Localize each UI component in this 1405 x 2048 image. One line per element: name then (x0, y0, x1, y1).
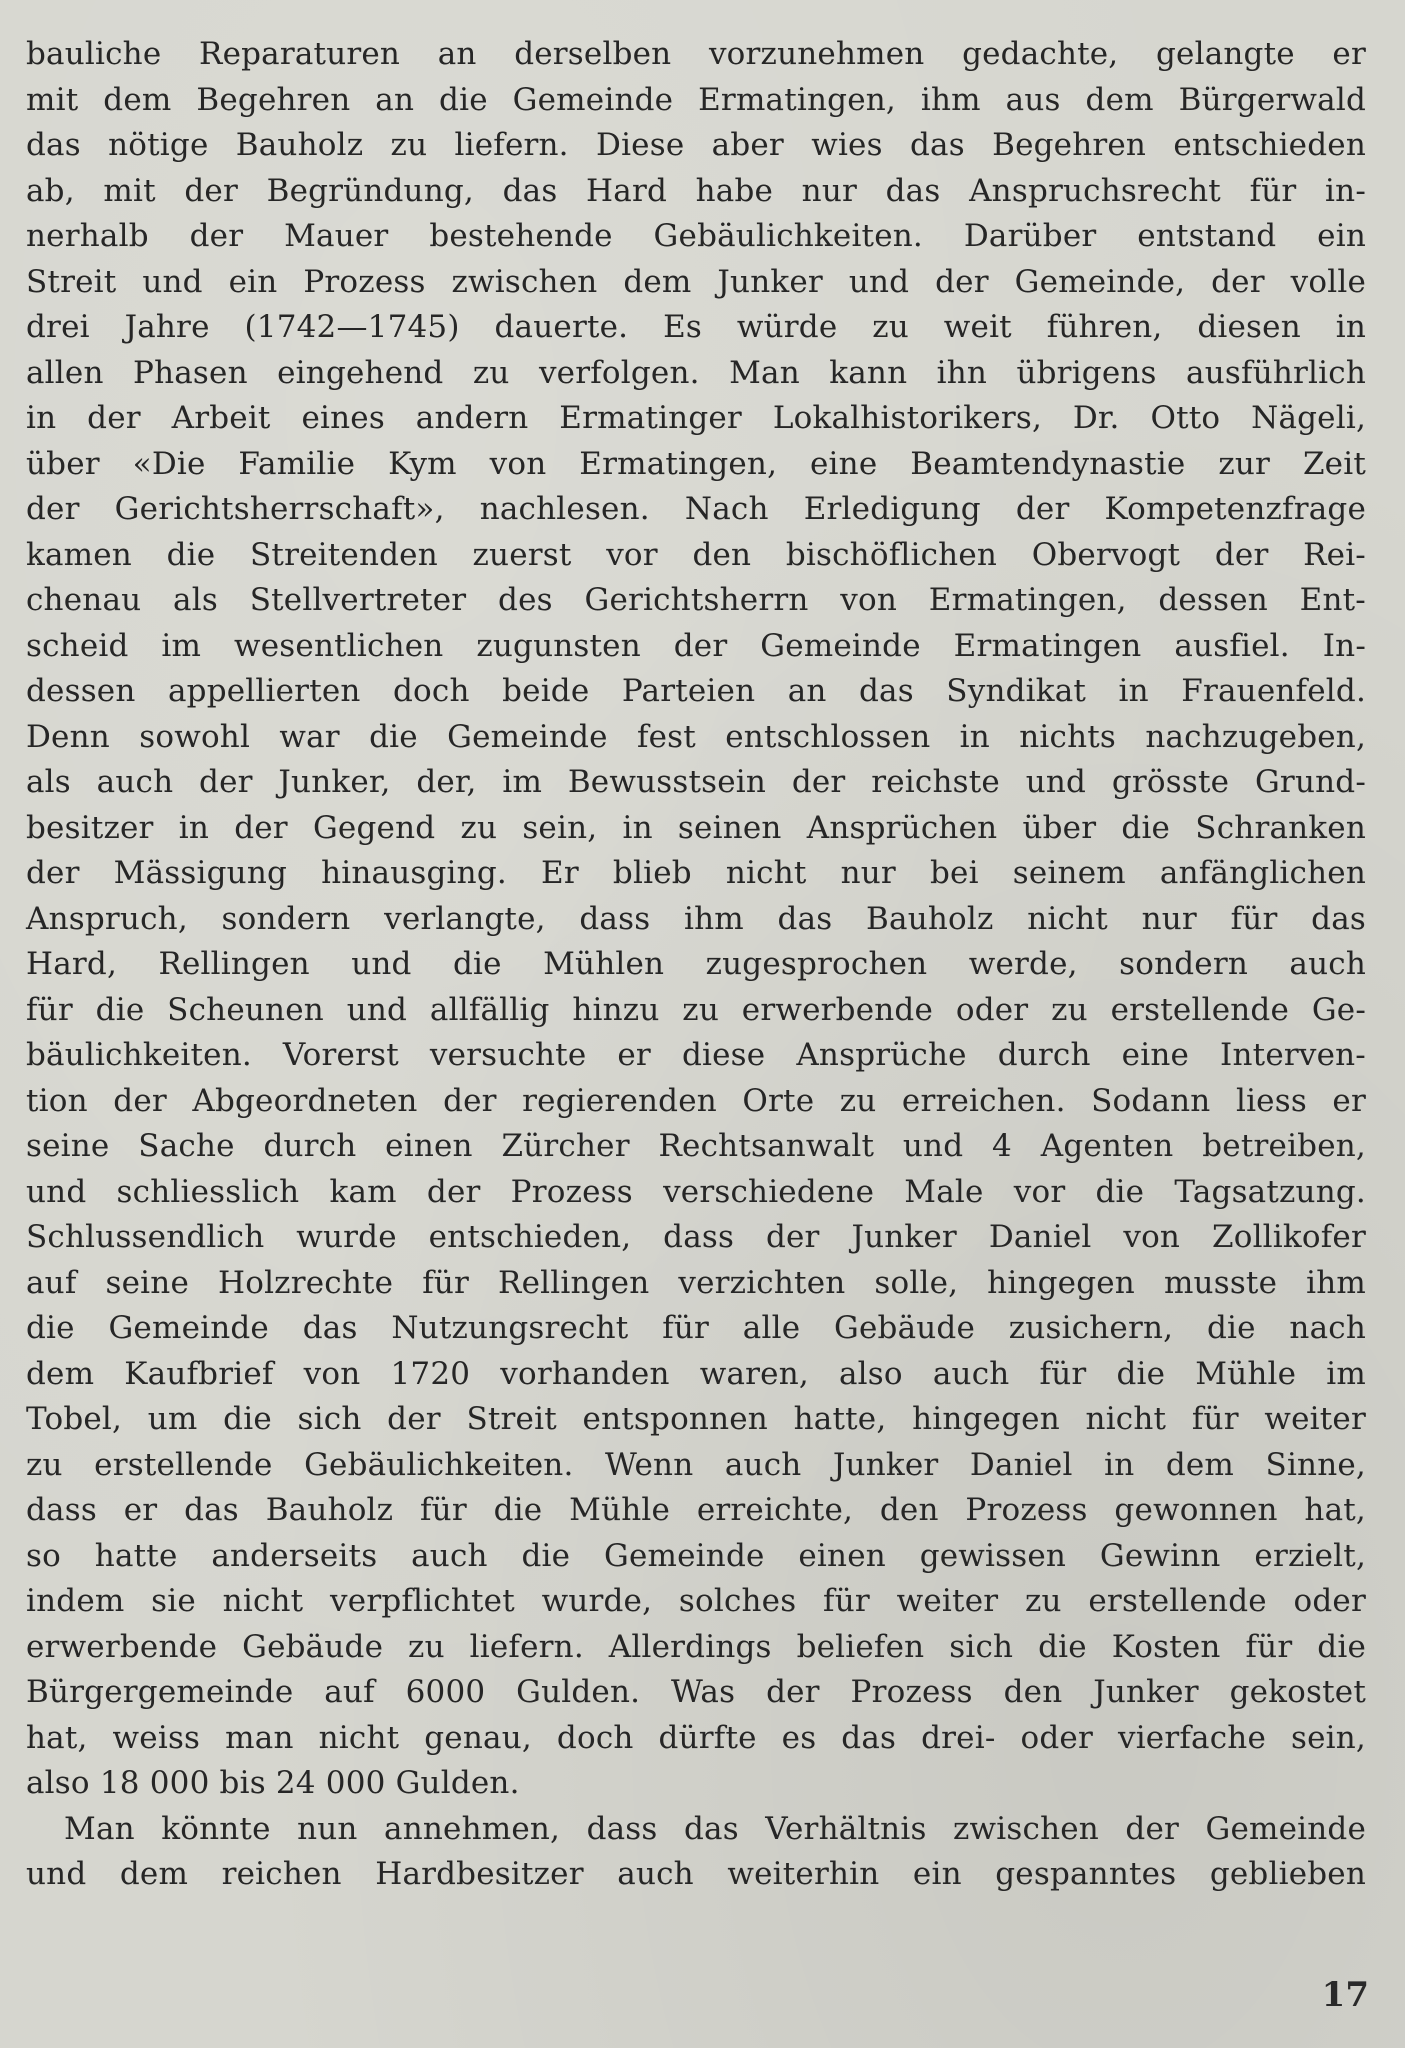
text-line: ab, mit der Begründung, das Hard habe nur das Anspruchsrecht für in- (26, 172, 1366, 209)
text-line: und dem reichen Hardbesitzer auch weiterhin ein gespanntes geblieben (26, 1856, 1366, 1892)
text-line: und schliesslich kam der Prozess verschiedene Male vor die Tagsatzung. (26, 1173, 1366, 1210)
paragraph-2 (26, 1807, 1366, 1898)
text-line: allen Phasen eingehend zu verfolgen. Man kann ihn übrigens ausführlich (26, 354, 1366, 391)
body-text (26, 32, 1366, 1898)
text-line: besitzer in der Gegend zu sein, in seinen Ansprüchen über die Schranken (26, 809, 1366, 846)
text-line: seine Sache durch einen Zürcher Rechtsanwalt und 4 Agenten betreiben, (26, 1128, 1366, 1164)
text-line: so hatte anderseits auch die Gemeinde einen gewissen Gewinn erzielt, (26, 1537, 1366, 1574)
text-line: Tobel, um die sich der Streit entsponnen hatte, hingegen nicht für weiter (26, 1401, 1366, 1437)
text-line: auf seine Holzrechte für Rellingen verzichten solle, hingegen musste ihm (26, 1264, 1366, 1301)
text-line: das nötige Bauholz zu liefern. Diese aber wies das Begehren entschieden (26, 127, 1366, 163)
text-line: Hard, Rellingen und die Mühlen zugesprochen werde, sondern auch (26, 946, 1366, 982)
text-line: der Gerichtsherrschaft», nachlesen. Nach Erledigung der Kompetenzfrage (26, 491, 1366, 527)
text-line: bäulichkeiten. Vorerst versuchte er diese Ansprüche durch eine Interven- (26, 1037, 1366, 1073)
text-line: dass er das Bauholz für die Mühle erreichte, den Prozess gewonnen hat, (26, 1492, 1366, 1528)
text-line: scheid im wesentlichen zugunsten der Gemeinde Ermatingen ausfiel. In- (26, 627, 1366, 664)
text-line: also 18 000 bis 24 000 Gulden. (26, 1765, 520, 1801)
text-line: kamen die Streitenden zuerst vor den bischöflichen Obervogt der Rei- (26, 536, 1366, 573)
text-line: für die Scheunen und allfällig hinzu zu erwerbende oder zu erstellende Ge- (26, 991, 1366, 1028)
text-line: als auch der Junker, der, im Bewusstsein der reichste und grösste Grund- (26, 764, 1366, 800)
text-line: in der Arbeit eines andern Ermatinger Lokalhistorikers, Dr. Otto Nägeli, (26, 400, 1366, 436)
text-line: Bürgergemeinde auf 6000 Gulden. Was der Prozess den Junker gekostet (26, 1674, 1366, 1710)
text-line: Schlussendlich wurde entschieden, dass der Junker Daniel von Zollikofer (26, 1219, 1366, 1255)
text-line: erwerbende Gebäude zu liefern. Allerdings beliefen sich die Kosten für die (26, 1628, 1366, 1665)
text-line: Anspruch, sondern verlangte, dass ihm das Bauholz nicht nur für das (26, 900, 1366, 937)
text-line: chenau als Stellvertreter des Gerichtsherrn von Ermatingen, dessen Ent- (26, 582, 1366, 618)
text-line: der Mässigung hinausging. Er blieb nicht nur bei seinem anfänglichen (26, 855, 1366, 891)
text-line: mit dem Begehren an die Gemeinde Ermatingen, ihm aus dem Bürgerwald (26, 81, 1366, 118)
page-number: 17 (1321, 1975, 1369, 2015)
text-line: Streit und ein Prozess zwischen dem Junker und der Gemeinde, der volle (26, 263, 1366, 300)
text-line: Man könnte nun annehmen, dass das Verhältnis zwischen der Gemeinde (64, 1810, 1366, 1847)
text-line: indem sie nicht verpflichtet wurde, solches für weiter zu erstellende oder (26, 1583, 1366, 1619)
text-line: tion der Abgeordneten der regierenden Orte zu erreichen. Sodann liess er (26, 1082, 1366, 1119)
text-line: Denn sowohl war die Gemeinde fest entschlossen in nichts nachzugeben, (26, 718, 1366, 755)
text-line: drei Jahre (1742—1745) dauerte. Es würde zu weit führen, diesen in (26, 309, 1366, 345)
text-line: die Gemeinde das Nutzungsrecht für alle Gebäude zusichern, die nach (26, 1310, 1366, 1346)
paragraph-1 (26, 32, 1366, 1807)
text-line: dem Kaufbrief von 1720 vorhanden waren, also auch für die Mühle im (26, 1355, 1366, 1392)
text-line: nerhalb der Mauer bestehende Gebäulichkeiten. Darüber entstand ein (26, 218, 1366, 254)
text-line: zu erstellende Gebäulichkeiten. Wenn auch Junker Daniel in dem Sinne, (26, 1446, 1366, 1483)
text-line: hat, weiss man nicht genau, doch dürfte es das drei- oder vierfache sein, (26, 1719, 1366, 1756)
text-line: dessen appellierten doch beide Parteien an das Syndikat in Frauenfeld. (26, 673, 1366, 709)
text-line: bauliche Reparaturen an derselben vorzunehmen gedachte, gelangte er (26, 36, 1366, 72)
text-line: über «Die Familie Kym von Ermatingen, eine Beamtendynastie zur Zeit (26, 445, 1366, 482)
